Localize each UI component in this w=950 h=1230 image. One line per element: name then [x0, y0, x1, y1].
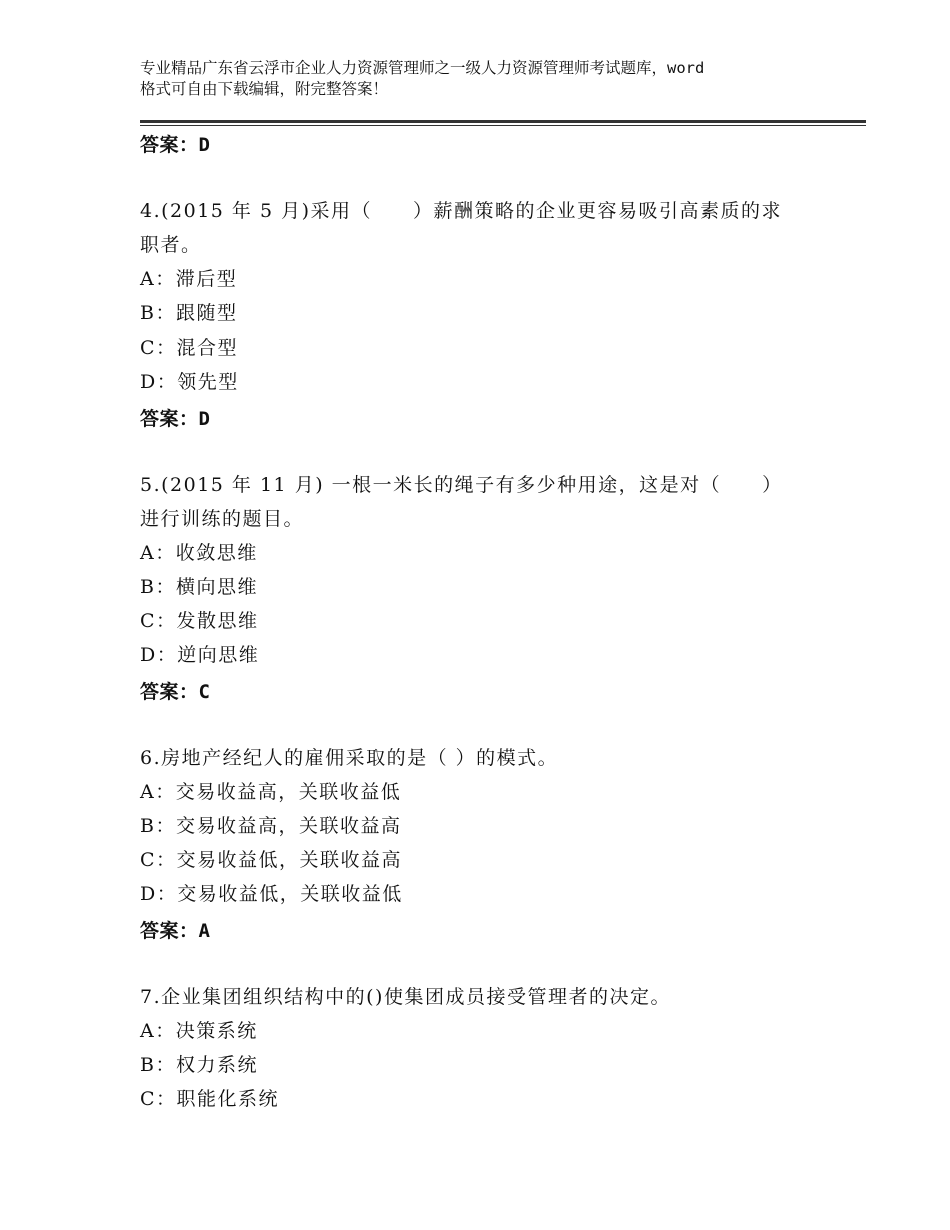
- question-4-stem-line-2: 职者。: [140, 234, 202, 256]
- answer-prev: 答案：D: [140, 134, 211, 156]
- document-header: [140, 58, 830, 100]
- question-7-option-a: A：决策系统: [140, 1020, 258, 1042]
- question-7-option-b: B：权力系统: [140, 1054, 258, 1076]
- question-5-option-c: C：发散思维: [140, 610, 259, 632]
- question-6-option-a: A：交易收益高，关联收益低: [140, 781, 402, 803]
- question-5-option-d: D：逆向思维: [140, 644, 260, 666]
- question-7-option-c: C：职能化系统: [140, 1088, 280, 1110]
- question-6-option-c: C：交易收益低，关联收益高: [140, 849, 403, 871]
- question-6-option-b: B：交易收益高，关联收益高: [140, 815, 402, 837]
- header-rule-thin: [140, 125, 866, 126]
- question-6-answer: 答案：A: [140, 920, 211, 942]
- header-title-line-1: 专业精品广东省云浮市企业人力资源管理师之一级人力资源管理师考试题库，word: [140, 59, 705, 77]
- header-title-line-2: 格式可自由下载编辑，附完整答案！: [140, 80, 389, 98]
- question-5-stem-line-1: 5.(2015 年 11 月) 一根一米长的绳子有多少种用途，这是对（ ）: [140, 474, 783, 496]
- question-4-option-b: B：跟随型: [140, 302, 238, 324]
- question-4-option-a: A：滞后型: [140, 268, 238, 290]
- question-6-option-d: D：交易收益低，关联收益低: [140, 883, 403, 905]
- question-5-option-b: B：横向思维: [140, 576, 258, 598]
- question-5-option-a: A：收敛思维: [140, 542, 258, 564]
- question-4-option-c: C：混合型: [140, 337, 239, 359]
- question-4-stem-line-1: 4.(2015 年 5 月)采用（ ）薪酬策略的企业更容易吸引高素质的求: [140, 200, 783, 222]
- question-4-option-d: D：领先型: [140, 371, 239, 393]
- header-rule-thick: [140, 120, 866, 123]
- question-6-stem-line-1: 6.房地产经纪人的雇佣采取的是（ ）的模式。: [140, 747, 559, 769]
- question-5-answer: 答案：C: [140, 681, 211, 703]
- question-5-stem-line-2: 进行训练的题目。: [140, 508, 305, 530]
- question-4-answer: 答案：D: [140, 408, 211, 430]
- question-7-stem-line-1: 7.企业集团组织结构中的()使集团成员接受管理者的决定。: [140, 986, 671, 1008]
